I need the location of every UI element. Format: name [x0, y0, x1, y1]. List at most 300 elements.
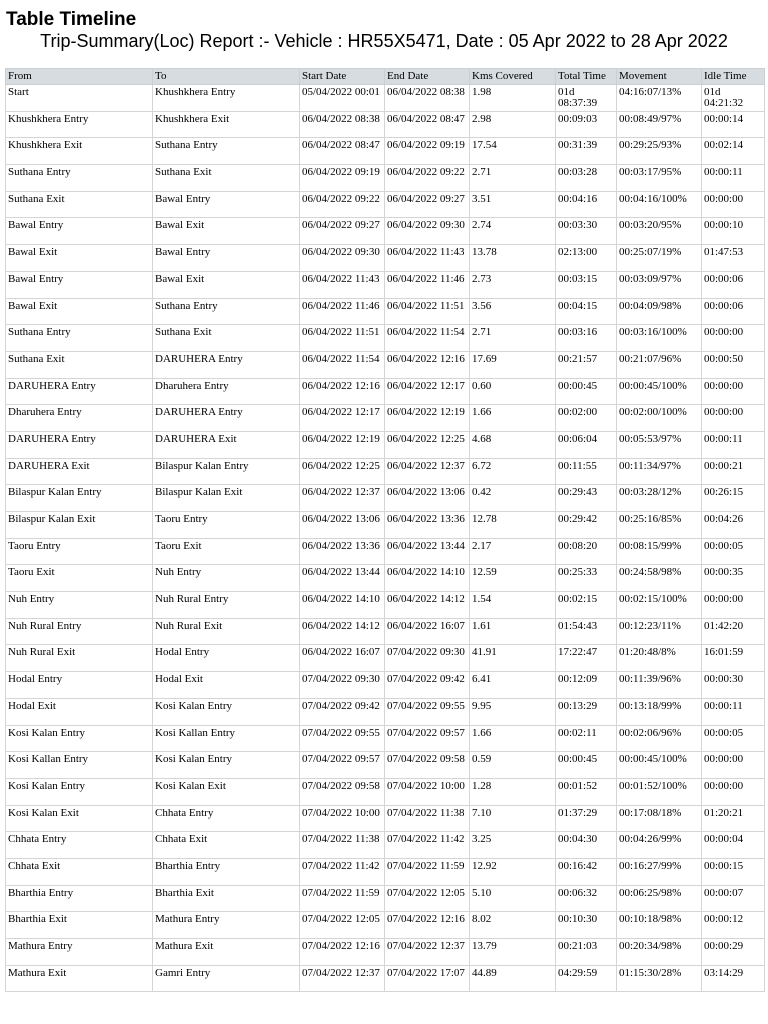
idle-time-cell: 01:20:21 [702, 805, 765, 832]
kms-covered-cell: 12.59 [470, 565, 556, 592]
from-cell: Taoru Entry [6, 538, 153, 565]
total-time-cell: 04:29:59 [556, 965, 617, 992]
kms-covered-cell: 1.61 [470, 618, 556, 645]
table-row [6, 245, 765, 272]
end-date-cell: 06/04/2022 12:25 [385, 431, 470, 458]
total-time-cell: 00:03:15 [556, 271, 617, 298]
to-cell: DARUHERA Entry [153, 351, 300, 378]
idle-time-cell: 01:47:53 [702, 245, 765, 272]
idle-time-cell: 16:01:59 [702, 645, 765, 672]
table-row [6, 165, 765, 192]
end-date-cell: 06/04/2022 16:07 [385, 618, 470, 645]
table-row [6, 752, 765, 779]
start-date-cell: 06/04/2022 12:16 [300, 378, 385, 405]
total-time-cell: 00:13:29 [556, 698, 617, 725]
table-row [6, 191, 765, 218]
total-time-cell: 00:08:20 [556, 538, 617, 565]
kms-covered-cell: 3.51 [470, 191, 556, 218]
idle-time-cell: 00:00:11 [702, 431, 765, 458]
idle-time-cell: 00:26:15 [702, 485, 765, 512]
end-date-cell: 07/04/2022 09:42 [385, 672, 470, 699]
movement-cell: 00:08:15/99% [617, 538, 702, 565]
total-time-cell: 00:11:55 [556, 458, 617, 485]
idle-time-cell: 00:00:15 [702, 858, 765, 885]
to-cell: Mathura Entry [153, 912, 300, 939]
start-date-cell: 06/04/2022 13:06 [300, 512, 385, 539]
end-date-cell: 06/04/2022 11:54 [385, 325, 470, 352]
movement-cell: 00:04:26/99% [617, 832, 702, 859]
to-cell: Suthana Exit [153, 325, 300, 352]
start-date-cell: 07/04/2022 09:42 [300, 698, 385, 725]
kms-covered-cell: 2.17 [470, 538, 556, 565]
table-row [6, 538, 765, 565]
idle-time-cell: 00:00:14 [702, 111, 765, 138]
movement-cell: 00:02:00/100% [617, 405, 702, 432]
to-cell: Bharthia Exit [153, 885, 300, 912]
total-time-cell: 00:03:28 [556, 165, 617, 192]
table-row [6, 912, 765, 939]
from-cell: Mathura Entry [6, 939, 153, 966]
movement-cell: 00:10:18/98% [617, 912, 702, 939]
movement-cell: 01:20:48/8% [617, 645, 702, 672]
from-cell: Dharuhera Entry [6, 405, 153, 432]
to-cell: Bharthia Entry [153, 858, 300, 885]
movement-cell: 00:11:39/96% [617, 672, 702, 699]
total-time-cell: 01:37:29 [556, 805, 617, 832]
movement-cell: 00:04:09/98% [617, 298, 702, 325]
column-header-from[interactable]: From [6, 69, 153, 85]
kms-covered-cell: 2.71 [470, 325, 556, 352]
from-cell: Nuh Rural Exit [6, 645, 153, 672]
column-header-to[interactable]: To [153, 69, 300, 85]
from-cell: Bawal Exit [6, 245, 153, 272]
table-header [6, 69, 765, 85]
movement-cell: 00:02:06/96% [617, 725, 702, 752]
idle-time-cell: 00:00:35 [702, 565, 765, 592]
start-date-cell: 06/04/2022 09:27 [300, 218, 385, 245]
to-cell: DARUHERA Entry [153, 405, 300, 432]
from-cell: Kosi Kallan Entry [6, 752, 153, 779]
from-cell: Mathura Exit [6, 965, 153, 992]
end-date-cell: 07/04/2022 09:30 [385, 645, 470, 672]
total-time-cell: 00:21:57 [556, 351, 617, 378]
kms-covered-cell: 41.91 [470, 645, 556, 672]
kms-covered-cell: 17.69 [470, 351, 556, 378]
idle-time-cell: 00:00:50 [702, 351, 765, 378]
total-time-cell: 00:01:52 [556, 778, 617, 805]
movement-cell: 00:06:25/98% [617, 885, 702, 912]
start-date-cell: 06/04/2022 09:19 [300, 165, 385, 192]
total-time-cell: 00:02:15 [556, 592, 617, 619]
total-time-cell: 00:04:16 [556, 191, 617, 218]
idle-time-cell: 01d 04:21:32 [702, 85, 765, 112]
kms-covered-cell: 17.54 [470, 138, 556, 165]
start-date-cell: 06/04/2022 12:17 [300, 405, 385, 432]
to-cell: Chhata Entry [153, 805, 300, 832]
idle-time-cell: 00:00:00 [702, 191, 765, 218]
column-header-kms-covered[interactable]: Kms Covered [470, 69, 556, 85]
idle-time-cell: 00:00:00 [702, 325, 765, 352]
total-time-cell: 00:00:45 [556, 378, 617, 405]
to-cell: Suthana Entry [153, 298, 300, 325]
movement-cell: 00:04:16/100% [617, 191, 702, 218]
total-time-cell: 00:29:43 [556, 485, 617, 512]
movement-cell: 00:21:07/96% [617, 351, 702, 378]
table-row [6, 378, 765, 405]
table-row [6, 458, 765, 485]
kms-covered-cell: 7.10 [470, 805, 556, 832]
table-row [6, 645, 765, 672]
from-cell: Kosi Kalan Entry [6, 725, 153, 752]
end-date-cell: 06/04/2022 12:37 [385, 458, 470, 485]
from-cell: Nuh Rural Entry [6, 618, 153, 645]
total-time-cell: 00:06:04 [556, 431, 617, 458]
from-cell: Bilaspur Kalan Entry [6, 485, 153, 512]
from-cell: Hodal Entry [6, 672, 153, 699]
idle-time-cell: 00:00:11 [702, 165, 765, 192]
end-date-cell: 06/04/2022 12:16 [385, 351, 470, 378]
from-cell: Nuh Entry [6, 592, 153, 619]
to-cell: Kosi Kallan Entry [153, 725, 300, 752]
end-date-cell: 06/04/2022 14:12 [385, 592, 470, 619]
kms-covered-cell: 1.66 [470, 725, 556, 752]
to-cell: Bilaspur Kalan Exit [153, 485, 300, 512]
start-date-cell: 07/04/2022 12:16 [300, 939, 385, 966]
end-date-cell: 07/04/2022 09:58 [385, 752, 470, 779]
kms-covered-cell: 12.92 [470, 858, 556, 885]
movement-cell: 00:03:09/97% [617, 271, 702, 298]
start-date-cell: 07/04/2022 11:38 [300, 832, 385, 859]
to-cell: Nuh Rural Entry [153, 592, 300, 619]
table-row [6, 858, 765, 885]
end-date-cell: 06/04/2022 08:38 [385, 85, 470, 112]
table-row [6, 778, 765, 805]
kms-covered-cell: 1.54 [470, 592, 556, 619]
from-cell: DARUHERA Exit [6, 458, 153, 485]
movement-cell: 00:16:27/99% [617, 858, 702, 885]
movement-cell: 00:02:15/100% [617, 592, 702, 619]
from-cell: Suthana Entry [6, 325, 153, 352]
kms-covered-cell: 8.02 [470, 912, 556, 939]
movement-cell: 00:03:20/95% [617, 218, 702, 245]
movement-cell: 00:00:45/100% [617, 378, 702, 405]
table-row [6, 618, 765, 645]
movement-cell: 00:01:52/100% [617, 778, 702, 805]
table-row [6, 325, 765, 352]
end-date-cell: 06/04/2022 11:51 [385, 298, 470, 325]
table-row [6, 138, 765, 165]
to-cell: Dharuhera Entry [153, 378, 300, 405]
start-date-cell: 07/04/2022 09:30 [300, 672, 385, 699]
start-date-cell: 06/04/2022 12:25 [300, 458, 385, 485]
total-time-cell: 00:04:15 [556, 298, 617, 325]
kms-covered-cell: 13.79 [470, 939, 556, 966]
idle-time-cell: 00:00:30 [702, 672, 765, 699]
total-time-cell: 00:16:42 [556, 858, 617, 885]
total-time-cell: 00:21:03 [556, 939, 617, 966]
start-date-cell: 06/04/2022 16:07 [300, 645, 385, 672]
to-cell: Gamri Entry [153, 965, 300, 992]
table-row [6, 431, 765, 458]
end-date-cell: 07/04/2022 11:59 [385, 858, 470, 885]
table-row [6, 271, 765, 298]
start-date-cell: 06/04/2022 13:36 [300, 538, 385, 565]
end-date-cell: 07/04/2022 09:55 [385, 698, 470, 725]
idle-time-cell: 00:00:21 [702, 458, 765, 485]
kms-covered-cell: 12.78 [470, 512, 556, 539]
end-date-cell: 06/04/2022 13:36 [385, 512, 470, 539]
idle-time-cell: 00:00:05 [702, 725, 765, 752]
end-date-cell: 06/04/2022 12:17 [385, 378, 470, 405]
idle-time-cell: 03:14:29 [702, 965, 765, 992]
from-cell: Suthana Entry [6, 165, 153, 192]
from-cell: DARUHERA Entry [6, 431, 153, 458]
end-date-cell: 06/04/2022 11:43 [385, 245, 470, 272]
table-row [6, 218, 765, 245]
from-cell: Bilaspur Kalan Exit [6, 512, 153, 539]
movement-cell: 00:25:07/19% [617, 245, 702, 272]
table-row [6, 832, 765, 859]
from-cell: Kosi Kalan Entry [6, 778, 153, 805]
kms-covered-cell: 3.56 [470, 298, 556, 325]
column-header-movement[interactable]: Movement [617, 69, 702, 85]
idle-time-cell: 00:00:00 [702, 378, 765, 405]
kms-covered-cell: 6.41 [470, 672, 556, 699]
to-cell: Kosi Kalan Entry [153, 698, 300, 725]
kms-covered-cell: 5.10 [470, 885, 556, 912]
to-cell: Bawal Entry [153, 245, 300, 272]
report-title: Table Timeline [6, 9, 137, 30]
start-date-cell: 06/04/2022 14:10 [300, 592, 385, 619]
to-cell: Nuh Entry [153, 565, 300, 592]
movement-cell: 00:05:53/97% [617, 431, 702, 458]
column-header-end-date[interactable]: End Date [385, 69, 470, 85]
start-date-cell: 06/04/2022 11:54 [300, 351, 385, 378]
table-row [6, 298, 765, 325]
kms-covered-cell: 0.60 [470, 378, 556, 405]
to-cell: Bawal Entry [153, 191, 300, 218]
end-date-cell: 07/04/2022 12:16 [385, 912, 470, 939]
idle-time-cell: 01:42:20 [702, 618, 765, 645]
start-date-cell: 06/04/2022 13:44 [300, 565, 385, 592]
end-date-cell: 07/04/2022 12:37 [385, 939, 470, 966]
idle-time-cell: 00:00:04 [702, 832, 765, 859]
to-cell: DARUHERA Exit [153, 431, 300, 458]
from-cell: Hodal Exit [6, 698, 153, 725]
table-row [6, 885, 765, 912]
movement-cell: 00:00:45/100% [617, 752, 702, 779]
end-date-cell: 06/04/2022 11:46 [385, 271, 470, 298]
movement-cell: 00:03:17/95% [617, 165, 702, 192]
from-cell: Bawal Exit [6, 298, 153, 325]
movement-cell: 00:29:25/93% [617, 138, 702, 165]
end-date-cell: 06/04/2022 09:22 [385, 165, 470, 192]
kms-covered-cell: 44.89 [470, 965, 556, 992]
idle-time-cell: 00:00:06 [702, 271, 765, 298]
movement-cell: 00:11:34/97% [617, 458, 702, 485]
to-cell: Nuh Rural Exit [153, 618, 300, 645]
kms-covered-cell: 13.78 [470, 245, 556, 272]
movement-cell: 01:15:30/28% [617, 965, 702, 992]
start-date-cell: 07/04/2022 12:05 [300, 912, 385, 939]
kms-covered-cell: 9.95 [470, 698, 556, 725]
kms-covered-cell: 0.59 [470, 752, 556, 779]
start-date-cell: 07/04/2022 09:57 [300, 752, 385, 779]
idle-time-cell: 00:00:05 [702, 538, 765, 565]
start-date-cell: 05/04/2022 00:01 [300, 85, 385, 112]
end-date-cell: 06/04/2022 12:19 [385, 405, 470, 432]
kms-covered-cell: 6.72 [470, 458, 556, 485]
total-time-cell: 00:06:32 [556, 885, 617, 912]
end-date-cell: 07/04/2022 10:00 [385, 778, 470, 805]
total-time-cell: 00:10:30 [556, 912, 617, 939]
column-header-idle-time[interactable]: Idle Time [702, 69, 765, 85]
to-cell: Taoru Exit [153, 538, 300, 565]
end-date-cell: 07/04/2022 11:42 [385, 832, 470, 859]
total-time-cell: 00:04:30 [556, 832, 617, 859]
idle-time-cell: 00:00:29 [702, 939, 765, 966]
start-date-cell: 06/04/2022 12:19 [300, 431, 385, 458]
idle-time-cell: 00:02:14 [702, 138, 765, 165]
kms-covered-cell: 1.98 [470, 85, 556, 112]
table-row [6, 485, 765, 512]
from-cell: Bawal Entry [6, 271, 153, 298]
movement-cell: 00:08:49/97% [617, 111, 702, 138]
column-header-start-date[interactable]: Start Date [300, 69, 385, 85]
end-date-cell: 07/04/2022 09:57 [385, 725, 470, 752]
end-date-cell: 06/04/2022 14:10 [385, 565, 470, 592]
end-date-cell: 06/04/2022 13:06 [385, 485, 470, 512]
movement-cell: 04:16:07/13% [617, 85, 702, 112]
total-time-cell: 00:03:30 [556, 218, 617, 245]
from-cell: Bawal Entry [6, 218, 153, 245]
table-row [6, 805, 765, 832]
from-cell: Chhata Exit [6, 858, 153, 885]
end-date-cell: 07/04/2022 17:07 [385, 965, 470, 992]
movement-cell: 00:03:28/12% [617, 485, 702, 512]
total-time-cell: 01:54:43 [556, 618, 617, 645]
to-cell: Suthana Entry [153, 138, 300, 165]
from-cell: Khushkhera Entry [6, 111, 153, 138]
from-cell: Bharthia Exit [6, 912, 153, 939]
from-cell: Suthana Exit [6, 191, 153, 218]
start-date-cell: 06/04/2022 08:38 [300, 111, 385, 138]
to-cell: Kosi Kalan Exit [153, 778, 300, 805]
start-date-cell: 06/04/2022 11:43 [300, 271, 385, 298]
to-cell: Bilaspur Kalan Entry [153, 458, 300, 485]
total-time-cell: 00:09:03 [556, 111, 617, 138]
to-cell: Hodal Entry [153, 645, 300, 672]
column-header-total-time[interactable]: Total Time [556, 69, 617, 85]
to-cell: Hodal Exit [153, 672, 300, 699]
kms-covered-cell: 3.25 [470, 832, 556, 859]
from-cell: Khushkhera Exit [6, 138, 153, 165]
table-row [6, 725, 765, 752]
to-cell: Suthana Exit [153, 165, 300, 192]
total-time-cell: 00:00:45 [556, 752, 617, 779]
from-cell: Start [6, 85, 153, 112]
end-date-cell: 06/04/2022 13:44 [385, 538, 470, 565]
kms-covered-cell: 2.73 [470, 271, 556, 298]
start-date-cell: 06/04/2022 12:37 [300, 485, 385, 512]
idle-time-cell: 00:00:07 [702, 885, 765, 912]
to-cell: Khushkhera Entry [153, 85, 300, 112]
total-time-cell: 00:03:16 [556, 325, 617, 352]
kms-covered-cell: 2.71 [470, 165, 556, 192]
start-date-cell: 06/04/2022 09:30 [300, 245, 385, 272]
idle-time-cell: 00:00:11 [702, 698, 765, 725]
idle-time-cell: 00:00:00 [702, 592, 765, 619]
from-cell: Chhata Entry [6, 832, 153, 859]
from-cell: Suthana Exit [6, 351, 153, 378]
table-row [6, 351, 765, 378]
end-date-cell: 06/04/2022 09:30 [385, 218, 470, 245]
from-cell: Kosi Kalan Exit [6, 805, 153, 832]
movement-cell: 00:13:18/99% [617, 698, 702, 725]
movement-cell: 00:24:58/98% [617, 565, 702, 592]
idle-time-cell: 00:00:00 [702, 778, 765, 805]
end-date-cell: 06/04/2022 09:19 [385, 138, 470, 165]
total-time-cell: 00:02:11 [556, 725, 617, 752]
from-cell: DARUHERA Entry [6, 378, 153, 405]
table-row [6, 965, 765, 992]
movement-cell: 00:03:16/100% [617, 325, 702, 352]
start-date-cell: 06/04/2022 09:22 [300, 191, 385, 218]
to-cell: Chhata Exit [153, 832, 300, 859]
end-date-cell: 06/04/2022 09:27 [385, 191, 470, 218]
table-row [6, 939, 765, 966]
table-row [6, 111, 765, 138]
idle-time-cell: 00:04:26 [702, 512, 765, 539]
total-time-cell: 17:22:47 [556, 645, 617, 672]
start-date-cell: 06/04/2022 14:12 [300, 618, 385, 645]
movement-cell: 00:25:16/85% [617, 512, 702, 539]
movement-cell: 00:12:23/11% [617, 618, 702, 645]
from-cell: Taoru Exit [6, 565, 153, 592]
movement-cell: 00:20:34/98% [617, 939, 702, 966]
total-time-cell: 00:25:33 [556, 565, 617, 592]
kms-covered-cell: 4.68 [470, 431, 556, 458]
movement-cell: 00:17:08/18% [617, 805, 702, 832]
idle-time-cell: 00:00:12 [702, 912, 765, 939]
start-date-cell: 06/04/2022 11:51 [300, 325, 385, 352]
idle-time-cell: 00:00:00 [702, 752, 765, 779]
to-cell: Bawal Exit [153, 218, 300, 245]
table-row [6, 592, 765, 619]
to-cell: Taoru Entry [153, 512, 300, 539]
kms-covered-cell: 1.28 [470, 778, 556, 805]
table-row [6, 512, 765, 539]
kms-covered-cell: 1.66 [470, 405, 556, 432]
kms-covered-cell: 2.98 [470, 111, 556, 138]
table-row [6, 698, 765, 725]
end-date-cell: 06/04/2022 08:47 [385, 111, 470, 138]
start-date-cell: 07/04/2022 10:00 [300, 805, 385, 832]
start-date-cell: 07/04/2022 11:42 [300, 858, 385, 885]
table-body [6, 85, 765, 992]
start-date-cell: 06/04/2022 08:47 [300, 138, 385, 165]
kms-covered-cell: 2.74 [470, 218, 556, 245]
total-time-cell: 00:31:39 [556, 138, 617, 165]
from-cell: Bharthia Entry [6, 885, 153, 912]
start-date-cell: 07/04/2022 09:58 [300, 778, 385, 805]
total-time-cell: 00:29:42 [556, 512, 617, 539]
trip-summary-table [5, 68, 765, 992]
end-date-cell: 07/04/2022 12:05 [385, 885, 470, 912]
start-date-cell: 07/04/2022 09:55 [300, 725, 385, 752]
start-date-cell: 07/04/2022 12:37 [300, 965, 385, 992]
end-date-cell: 07/04/2022 11:38 [385, 805, 470, 832]
